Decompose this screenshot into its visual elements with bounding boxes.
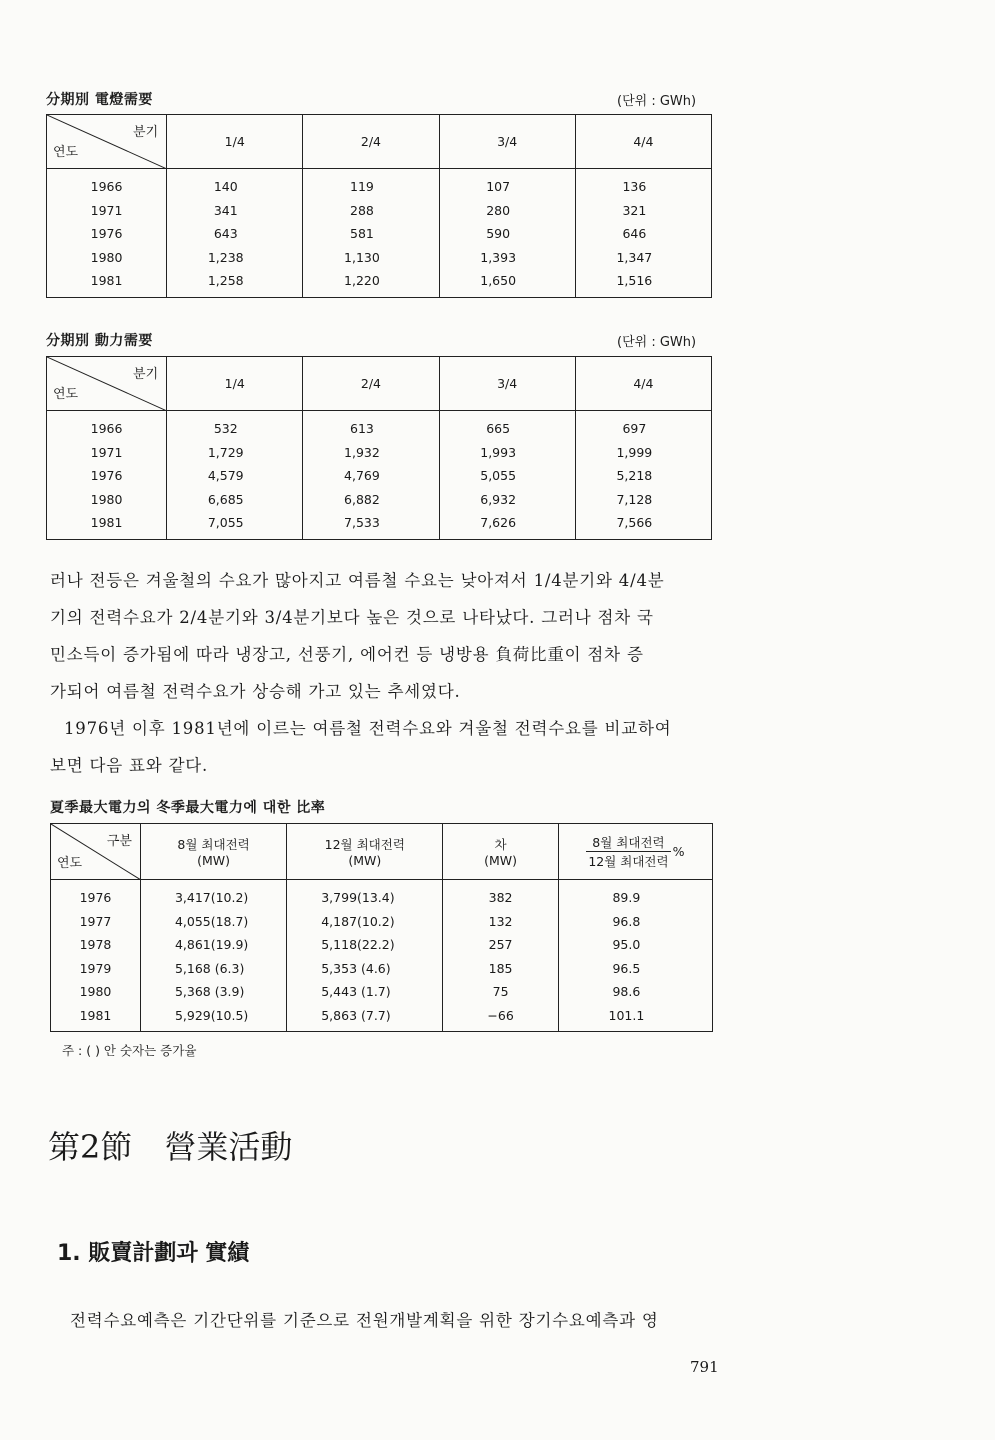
col-unit: (MW) <box>348 853 382 868</box>
text-line: 민소득이 증가됨에 따라 냉장고, 선풍기, 에어컨 등 냉방용 負荷比重이 점차 증 <box>50 645 644 664</box>
value-cell: 119 <box>303 169 439 199</box>
table-row <box>51 957 713 981</box>
value-cell: 280 <box>439 199 575 223</box>
table-row <box>51 933 713 957</box>
table-row <box>47 411 712 441</box>
value-cell: 4,579 <box>167 464 303 488</box>
table-row <box>47 222 712 246</box>
table-row <box>51 910 713 934</box>
year-cell: 1981 <box>51 1004 141 1032</box>
year-cell: 1976 <box>51 880 141 910</box>
value-cell: 321 <box>575 199 711 223</box>
dec-max-cell: 5,863 (7.7) <box>287 1004 443 1032</box>
corner-year-label: 연도 <box>53 387 79 402</box>
ratio-cell: 96.5 <box>558 957 712 981</box>
table-row <box>47 269 712 297</box>
year-cell: 1966 <box>47 169 167 199</box>
diff-cell: 382 <box>443 880 558 910</box>
diff-cell: 185 <box>443 957 558 981</box>
corner-year-label: 연도 <box>57 856 83 871</box>
ratio-cell: 96.8 <box>558 910 712 934</box>
corner-quarter-label: 분기 <box>133 125 159 140</box>
value-cell: 646 <box>575 222 711 246</box>
year-cell: 1966 <box>47 411 167 441</box>
text-line: 러나 전등은 겨울철의 수요가 많아지고 여름철 수요는 낮아져서 1/4분기와 4/4분 <box>50 571 665 590</box>
aug-max-cell: 5,929(10.5) <box>140 1004 286 1032</box>
ratio-cell: 101.1 <box>558 1004 712 1032</box>
value-cell: 581 <box>303 222 439 246</box>
year-cell: 1978 <box>51 933 141 957</box>
value-cell: 613 <box>303 411 439 441</box>
year-cell: 1980 <box>47 246 167 270</box>
col-header: 3/4 <box>439 115 575 169</box>
value-cell: 341 <box>167 199 303 223</box>
dec-max-cell: 5,118(22.2) <box>287 933 443 957</box>
percent-sign: % <box>672 844 685 859</box>
subsection-title: 1. 販賣計劃과 實績 <box>57 1241 250 1266</box>
table-row <box>51 880 713 910</box>
table3-corner-cell <box>51 824 141 880</box>
value-cell: 1,999 <box>575 441 711 465</box>
corner-quarter-label: 분기 <box>133 367 159 382</box>
aug-max-cell: 4,861(19.9) <box>140 933 286 957</box>
col-label: 8월 최대전력 <box>177 837 250 852</box>
year-cell: 1980 <box>51 980 141 1004</box>
corner-year-label: 연도 <box>53 145 79 160</box>
col-header: 4/4 <box>575 357 711 411</box>
col-header: 1/4 <box>167 357 303 411</box>
year-cell: 1976 <box>47 222 167 246</box>
value-cell: 6,932 <box>439 488 575 512</box>
table-row <box>51 1004 713 1032</box>
value-cell: 1,729 <box>167 441 303 465</box>
year-cell: 1981 <box>47 511 167 539</box>
value-cell: 7,533 <box>303 511 439 539</box>
value-cell: 590 <box>439 222 575 246</box>
value-cell: 1,220 <box>303 269 439 297</box>
aug-max-cell: 4,055(18.7) <box>140 910 286 934</box>
value-cell: 1,238 <box>167 246 303 270</box>
value-cell: 1,130 <box>303 246 439 270</box>
value-cell: 1,650 <box>439 269 575 297</box>
table-row <box>47 169 712 199</box>
value-cell: 1,516 <box>575 269 711 297</box>
year-cell: 1971 <box>47 441 167 465</box>
paragraph-1 <box>50 562 730 710</box>
table1 <box>46 114 712 298</box>
year-cell: 1981 <box>47 269 167 297</box>
ratio-cell: 89.9 <box>558 880 712 910</box>
table2-caption: 分期別 動力需要 <box>46 333 153 349</box>
value-cell: 1,393 <box>439 246 575 270</box>
col-label: 12월 최대전력 <box>324 837 405 852</box>
value-cell: 643 <box>167 222 303 246</box>
aug-max-cell: 5,368 (3.9) <box>140 980 286 1004</box>
diff-cell: 132 <box>443 910 558 934</box>
table-row <box>47 488 712 512</box>
text-line: 보면 다음 표와 같다. <box>50 756 209 775</box>
table-row <box>51 980 713 1004</box>
paragraph-3: 전력수요예측은 기간단위를 기준으로 전원개발계획을 위한 장기수요예측과 영 <box>70 1311 659 1330</box>
paragraph-2 <box>50 710 730 784</box>
col-header-dec <box>287 824 443 880</box>
table-row <box>47 441 712 465</box>
table1-unit: (단위 : GWh) <box>617 94 697 109</box>
ratio-cell: 98.6 <box>558 980 712 1004</box>
value-cell: 5,055 <box>439 464 575 488</box>
table-row <box>47 246 712 270</box>
page-number: 791 <box>690 1358 719 1376</box>
table-row <box>47 511 712 539</box>
value-cell: 288 <box>303 199 439 223</box>
value-cell: 6,685 <box>167 488 303 512</box>
col-unit: (MW) <box>197 853 231 868</box>
dec-max-cell: 3,799(13.4) <box>287 880 443 910</box>
col-header: 1/4 <box>167 115 303 169</box>
table1-caption: 分期別 電燈需要 <box>46 92 153 108</box>
value-cell: 7,626 <box>439 511 575 539</box>
year-cell: 1979 <box>51 957 141 981</box>
table2-unit: (단위 : GWh) <box>617 335 697 350</box>
table3-caption: 夏季最大電力의 冬季最大電力에 대한 比率 <box>50 800 326 816</box>
col-header: 3/4 <box>439 357 575 411</box>
text-line: 1976년 이후 1981년에 이르는 여름철 전력수요와 겨울철 전력수요를 비교하여 <box>64 719 672 738</box>
dec-max-cell: 5,443 (1.7) <box>287 980 443 1004</box>
col-header: 4/4 <box>575 115 711 169</box>
aug-max-cell: 5,168 (6.3) <box>140 957 286 981</box>
table2-corner-cell <box>47 357 167 411</box>
value-cell: 1,932 <box>303 441 439 465</box>
ratio-numerator: 8월 최대전력 <box>586 833 670 852</box>
diff-cell: −66 <box>443 1004 558 1032</box>
dec-max-cell: 5,353 (4.6) <box>287 957 443 981</box>
table1-corner-cell <box>47 115 167 169</box>
value-cell: 6,882 <box>303 488 439 512</box>
diff-cell: 75 <box>443 980 558 1004</box>
text-line: 기의 전력수요가 2/4분기와 3/4분기보다 높은 것으로 나타났다. 그러나 점차 국 <box>50 608 654 627</box>
value-cell: 1,347 <box>575 246 711 270</box>
col-header-diff <box>443 824 558 880</box>
value-cell: 140 <box>167 169 303 199</box>
table3-note: 주 : ( ) 안 숫자는 증가율 <box>62 1043 197 1058</box>
year-cell: 1971 <box>47 199 167 223</box>
col-header-ratio <box>558 824 712 880</box>
value-cell: 1,993 <box>439 441 575 465</box>
ratio-cell: 95.0 <box>558 933 712 957</box>
text-line: 가되어 여름철 전력수요가 상승해 가고 있는 추세였다. <box>50 682 461 701</box>
value-cell: 697 <box>575 411 711 441</box>
year-cell: 1980 <box>47 488 167 512</box>
value-cell: 107 <box>439 169 575 199</box>
value-cell: 4,769 <box>303 464 439 488</box>
section-title: 第2節 營業活動 <box>48 1128 293 1166</box>
col-header-aug <box>140 824 286 880</box>
table2 <box>46 356 712 540</box>
col-header: 2/4 <box>303 357 439 411</box>
corner-category-label: 구분 <box>106 834 132 849</box>
aug-max-cell: 3,417(10.2) <box>140 880 286 910</box>
value-cell: 532 <box>167 411 303 441</box>
value-cell: 7,128 <box>575 488 711 512</box>
col-label: 차 <box>494 837 507 852</box>
ratio-denominator: 12월 최대전력 <box>588 854 669 869</box>
diff-cell: 257 <box>443 933 558 957</box>
col-unit: (MW) <box>484 853 518 868</box>
value-cell: 7,566 <box>575 511 711 539</box>
year-cell: 1977 <box>51 910 141 934</box>
dec-max-cell: 4,187(10.2) <box>287 910 443 934</box>
table-row <box>47 464 712 488</box>
value-cell: 5,218 <box>575 464 711 488</box>
value-cell: 136 <box>575 169 711 199</box>
table3 <box>50 823 713 1032</box>
table-row <box>47 199 712 223</box>
value-cell: 665 <box>439 411 575 441</box>
value-cell: 1,258 <box>167 269 303 297</box>
value-cell: 7,055 <box>167 511 303 539</box>
year-cell: 1976 <box>47 464 167 488</box>
col-header: 2/4 <box>303 115 439 169</box>
